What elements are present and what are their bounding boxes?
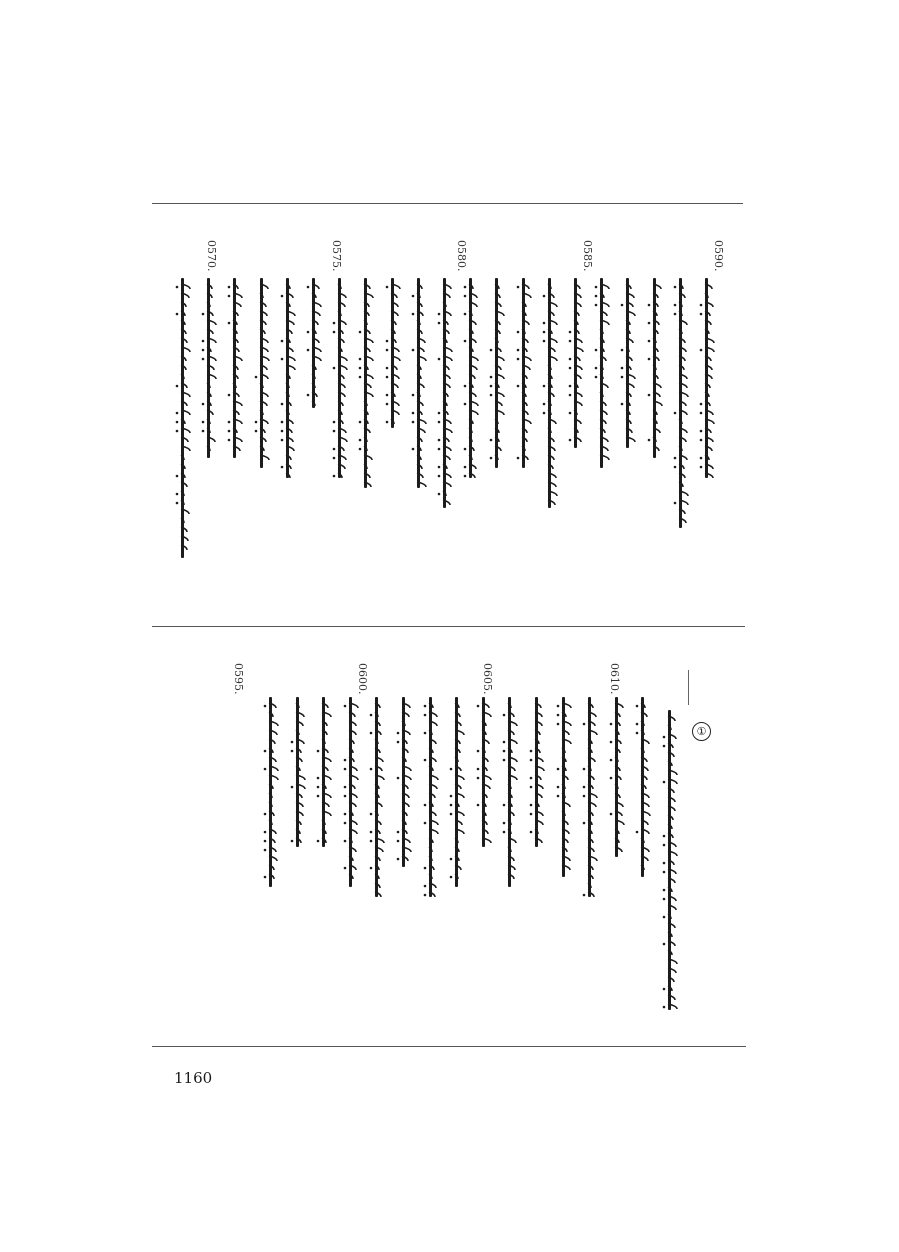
- script-column: [443, 278, 446, 508]
- script-column: [508, 697, 511, 887]
- script-column: [402, 697, 405, 867]
- page-number: 1160: [174, 1069, 213, 1087]
- script-column: [482, 697, 485, 847]
- script-column: [588, 697, 591, 897]
- line-number: 0590.: [712, 240, 725, 272]
- script-column: [375, 697, 378, 897]
- line-number: 0610.: [608, 663, 621, 695]
- script-column: [626, 278, 629, 448]
- line-number: 0600.: [356, 663, 369, 695]
- script-column: [364, 278, 367, 488]
- script-column: [207, 278, 210, 458]
- script-column: [322, 697, 325, 847]
- page-header: [152, 160, 743, 190]
- script-column: [535, 697, 538, 847]
- footnote-rule: [688, 670, 689, 705]
- script-column: [455, 697, 458, 887]
- script-column: [429, 697, 432, 897]
- line-number: 0585.: [581, 240, 594, 272]
- bottom-rule: [152, 1046, 746, 1047]
- script-column: [653, 278, 656, 458]
- script-column: [705, 278, 708, 478]
- middle-rule: [152, 626, 745, 627]
- script-column: [338, 278, 341, 478]
- script-column: [349, 697, 352, 887]
- script-column: [574, 278, 577, 448]
- script-column: [615, 697, 618, 857]
- script-column: [417, 278, 420, 488]
- script-column: [600, 278, 603, 468]
- script-column: [296, 697, 299, 847]
- script-column: [522, 278, 525, 468]
- script-column: [495, 278, 498, 468]
- footnote-marker: ①: [692, 722, 711, 741]
- script-column: [548, 278, 551, 508]
- line-number: 0570.: [205, 240, 218, 272]
- line-number: 0575.: [330, 240, 343, 272]
- script-column: [269, 697, 272, 887]
- line-number: 0580.: [455, 240, 468, 272]
- script-column: [181, 278, 184, 558]
- script-column: [312, 278, 315, 408]
- line-number: 0595.: [232, 663, 245, 695]
- script-column: [562, 697, 565, 877]
- script-column: [469, 278, 472, 478]
- script-column: [679, 278, 682, 528]
- script-column: [641, 697, 644, 877]
- top-rule: [152, 203, 743, 204]
- script-column: [260, 278, 263, 468]
- script-column: [233, 278, 236, 458]
- script-column: [668, 710, 671, 1010]
- script-column: [391, 278, 394, 428]
- line-number: 0605.: [481, 663, 494, 695]
- script-column: [286, 278, 289, 478]
